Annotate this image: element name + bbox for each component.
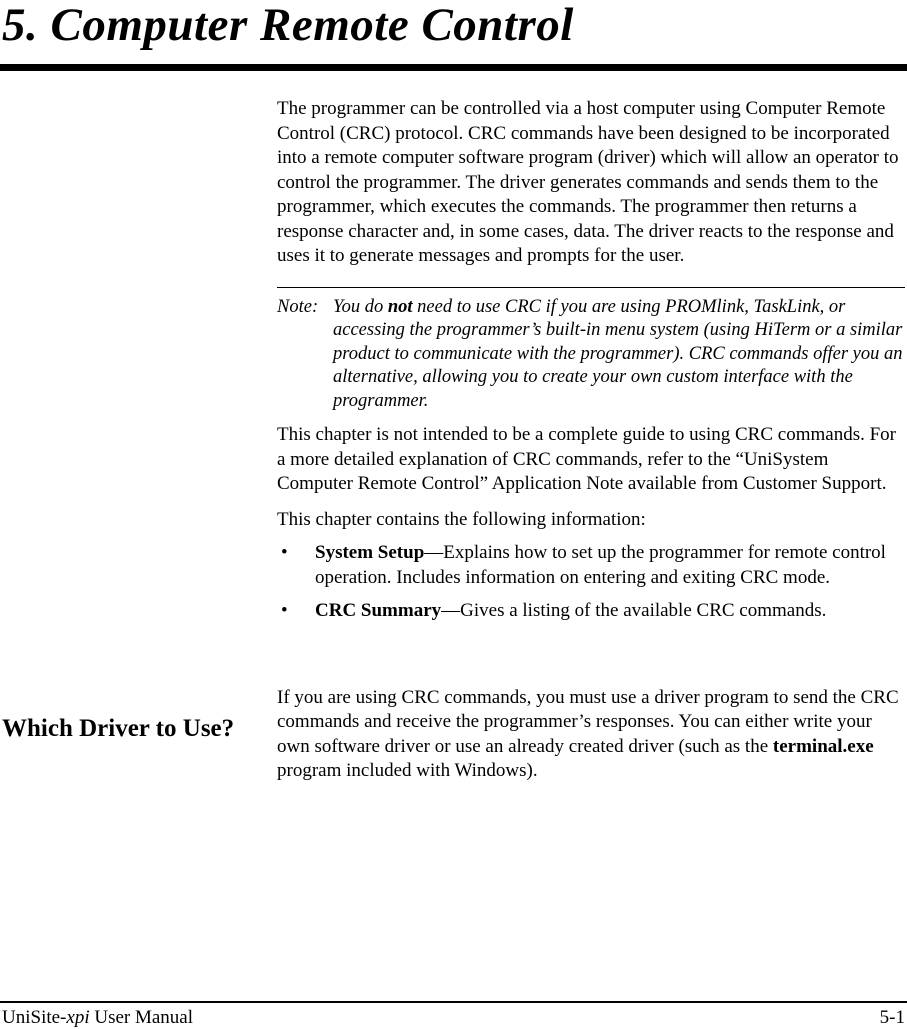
note-block — [277, 287, 905, 414]
list-item-text — [315, 599, 905, 624]
list-item-description: —Explains how to set up the programmer for remote control operation. Includes information on entering and exiting CRC mode. — [315, 542, 886, 588]
title-rule-divider — [0, 64, 907, 71]
list-item-crc-summary — [277, 599, 905, 624]
body-text-column — [277, 97, 905, 784]
chapter-title: 5. Computer Remote Control — [2, 0, 574, 51]
page-footer — [0, 1001, 907, 1029]
which-driver-part2: program included with Windows). — [277, 760, 538, 781]
section-heading-which-driver-to-use: Which Driver to Use? — [2, 715, 235, 742]
list-item-system-setup — [277, 541, 905, 590]
body-paragraph-intro: The programmer can be controlled via a host computer using Computer Remote Control (CRC) protocol. CRC commands have been designed to be incorporated into a remote computer software program (driver) which will allow an operator to control the programmer. The driver generates commands and sends them to the programmer, which executes the commands. The programmer then returns a response character and, in some cases, data. The driver reacts to the response and uses it to generate messages and prompts for the user. — [277, 98, 899, 266]
bullet-icon: • — [281, 542, 288, 563]
note-label: Note: — [277, 296, 319, 317]
list-item-description: —Gives a listing of the available CRC commands. — [441, 600, 827, 621]
footer-manual-name — [2, 1007, 193, 1029]
body-paragraph-contents-lead: This chapter contains the following information: — [277, 508, 646, 530]
list-item-bold-label: CRC Summary — [315, 600, 442, 621]
note-text-part1: You do — [333, 296, 388, 317]
list-item-text — [315, 541, 905, 590]
body-paragraph-chapter-scope: This chapter is not intended to be a complete guide to using CRC commands. For a more detailed explanation of CRC commands, refer to the “UniSystem Computer Remote Control” Application Note available from Customer Support. — [277, 424, 896, 494]
footer-page-number: 5-1 — [879, 1007, 905, 1028]
body-paragraph-which-driver — [277, 686, 905, 784]
note-text-part2: need to use CRC if you are using PROMlink, TaskLink, or accessing the programmer’s built-in menu system (using HiTerm or a similar product to communicate with the programmer). CRC commands offer you an alternative, allowing you to create your own custom interface with the programmer. — [333, 296, 903, 411]
note-text — [333, 296, 905, 414]
footer-manual-name-italic: xpi — [66, 1007, 90, 1028]
note-text-bold-not: not — [387, 296, 413, 317]
footer-manual-name-post: User Manual — [89, 1007, 194, 1028]
list-item-bold-label: System Setup — [315, 542, 425, 563]
which-driver-bold-terminal-exe: terminal.exe — [772, 735, 874, 757]
which-driver-part1: If you are using CRC commands, you must use a driver program to send the CRC commands and receive the programmer’s responses. You can either write your own software driver or use an already created driver (such as the — [277, 686, 899, 757]
bullet-icon: • — [281, 600, 288, 621]
footer-manual-name-pre: UniSite- — [2, 1007, 67, 1028]
